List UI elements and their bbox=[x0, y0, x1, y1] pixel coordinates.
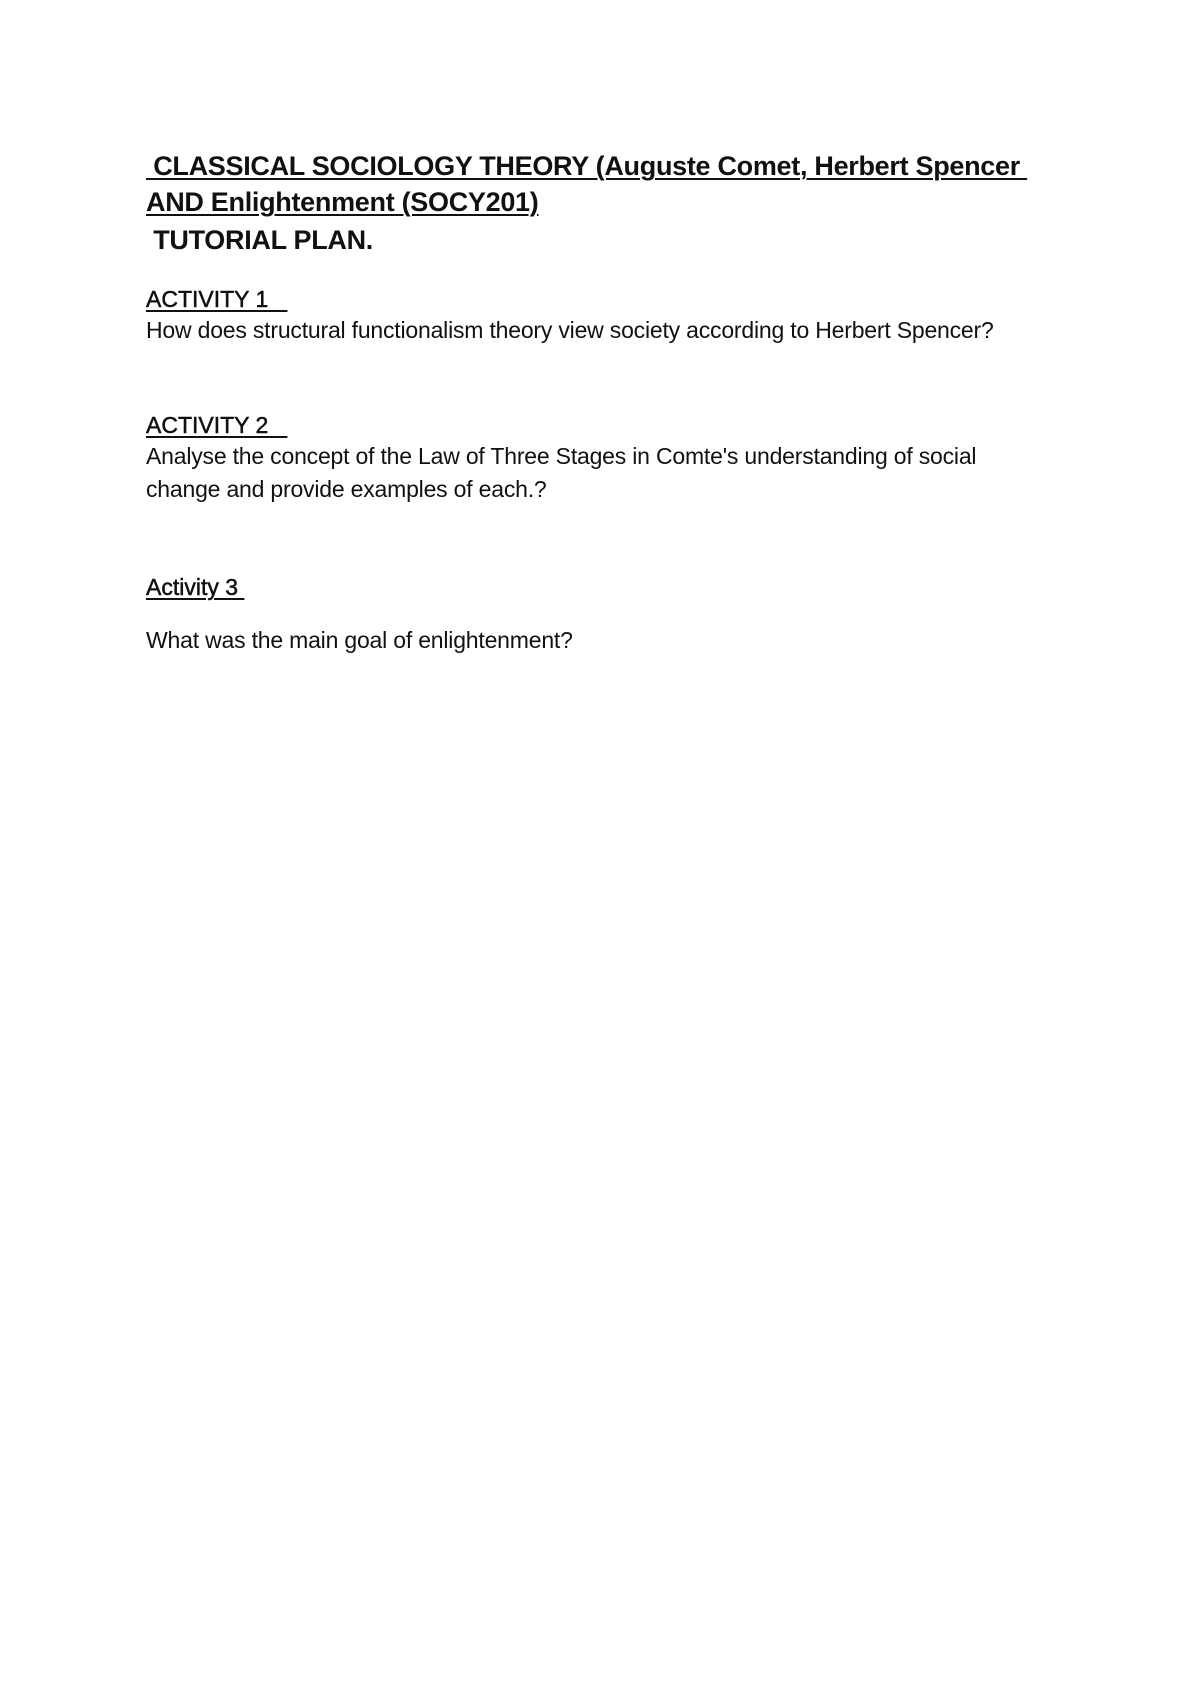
activity-3 bbox=[146, 572, 1046, 657]
activity-question: Analyse the concept of the Law of Three Stages in Comte's understanding of social change and provide examples of each.? bbox=[146, 443, 977, 502]
activity-question: How does structural functionalism theory view society according to Herbert Spencer? bbox=[146, 317, 994, 343]
activity-1 bbox=[146, 284, 1046, 347]
document-content bbox=[146, 148, 1046, 653]
activity-heading: Activity 3 bbox=[146, 574, 245, 600]
activity-question: What was the main goal of enlightenment? bbox=[146, 627, 573, 653]
activity-heading: ACTIVITY 1 bbox=[146, 286, 288, 312]
title-line-1: CLASSICAL SOCIOLOGY THEORY (Auguste Comet, Herbert Spencer bbox=[146, 151, 1028, 181]
tutorial-plan-heading: TUTORIAL PLAN. bbox=[146, 225, 374, 255]
activity-2 bbox=[146, 410, 1046, 506]
document-title bbox=[146, 148, 1046, 220]
title-line-2: AND Enlightenment (SOCY201) bbox=[146, 187, 539, 217]
activity-heading: ACTIVITY 2 bbox=[146, 412, 288, 438]
